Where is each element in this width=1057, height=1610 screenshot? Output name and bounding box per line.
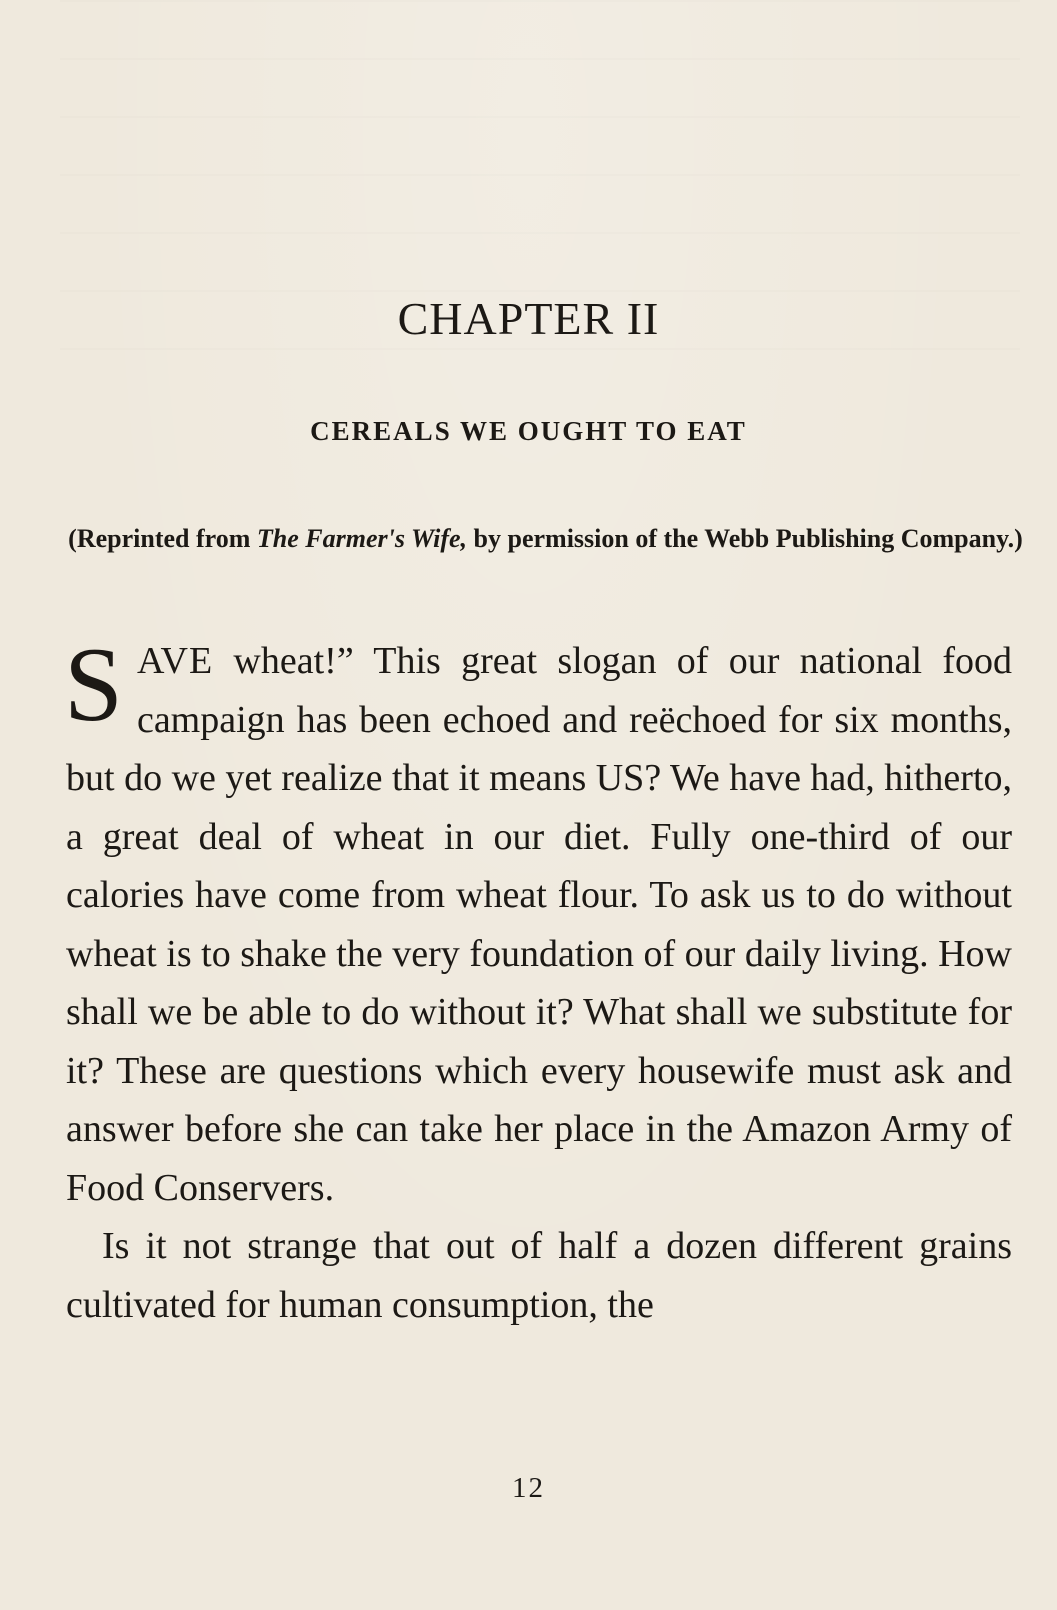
paragraph-1 (64, 626, 1012, 1217)
body-text (64, 626, 1012, 1334)
paragraph-lead: AVE (136, 640, 214, 682)
reprint-note-prefix: (Reprinted from (68, 524, 257, 553)
chapter-heading: CHAPTER II (397, 293, 660, 344)
drop-cap: S (64, 626, 123, 743)
paragraph-2 (66, 1217, 1012, 1334)
page-number: 12 (512, 1472, 545, 1504)
paragraph-2-text: Is it not strange that out of half a dozen different grains cultivated for human consumption, the (66, 1225, 1012, 1326)
chapter-subtitle: CEREALS WE OUGHT TO EAT (310, 416, 747, 446)
publication-title: The Farmer's Wife, (256, 524, 468, 553)
reprint-note-suffix: by permission of the Webb Publishing Company.) (467, 524, 1023, 553)
reprint-note (68, 518, 1023, 560)
paragraph-1-text: wheat!” This great slogan of our national food campaign has been echoed and reëchoed for six months, but do we yet realize that it means US? We have had, hitherto, a great deal of wheat in our diet. Fully one-third of our calories have come from wheat flour. To ask us to do without wheat is to shake the very foundation of our daily living. How shall we be able to do without it? What shall we substitute for it? These are questions which every housewife must ask and answer before she can take her place in the Amazon Army of Food Conservers. (66, 640, 1012, 1209)
